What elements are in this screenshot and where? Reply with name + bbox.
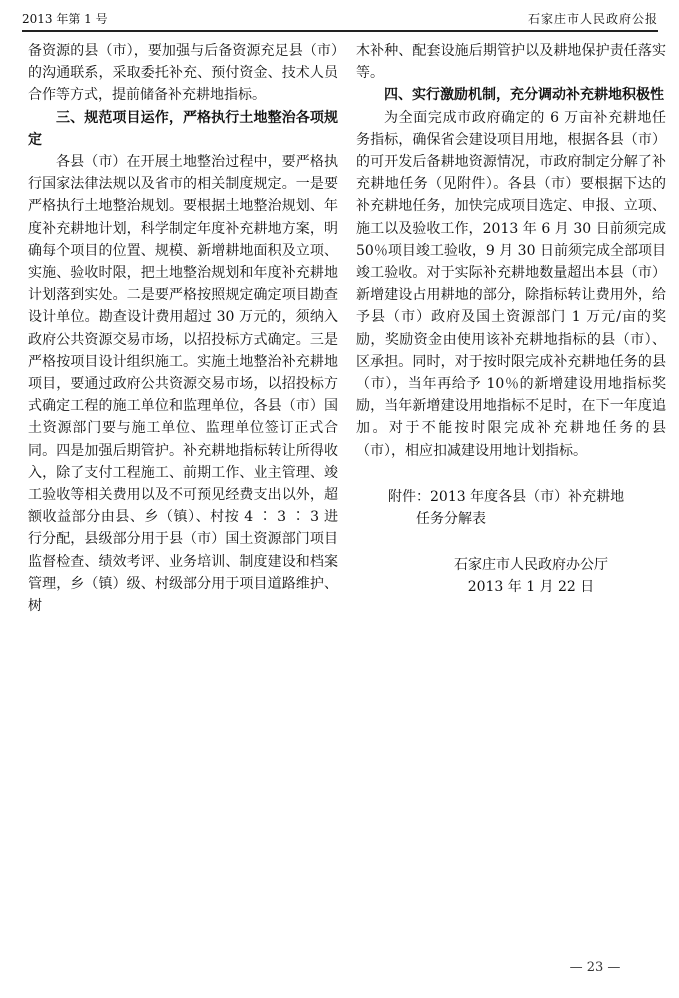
left-column — [28, 40, 338, 617]
section-heading-4: 四、实行激励机制，充分调动补充耕地积极性 — [384, 87, 664, 104]
paragraph-continuation: 木补种、配套设施后期管护以及耕地保护责任落实等。 — [356, 43, 666, 82]
right-column — [356, 40, 666, 599]
issue-date: 2013 年 1 月 22 日 — [467, 579, 595, 596]
paragraph-body: 各县（市）在开展土地整治过程中，要严格执行国家法律法规以及省市的相关制度规定。一是要严格执行土地整治规划。要根据土地整治规划、年度补充耕地计划，科学制定年度补充耕地方案，明确每个项目的位置、规模、新增耕地面积及立项、实施、验收时限，把土地整治规划和年度补充耕地计划落到实处。二是要严格按照规定确定项目勘查设计单位。勘查设计费用超过 30 万元的，须纳入政府公共资源交易市场，以招投标方式确定。三是严格按项目设计组织施工。实施土地整治补充耕地项目，要通过政府公共资源交易市场，以招投标方式确定工程的施工单位和监理单位，各县（市）国土资源部门要与施工单位、监理单位签订正式合同。四是加强后期管护。补充耕地指标转让所得收入，除了支付工程施工、前期工作、业主管理、竣工验收等相关费用以及不可预见经费支出以外，超额收益部分由县、乡（镇）、村按 4 ∶ 3 ∶ 3 进行分配，县级部分用于县（市）国土资源部门项目监督检查、绩效考评、业务培训、制度建设和档案管理，乡（镇）级、村级部分用于项目道路维护、树 — [28, 154, 338, 615]
page-number: — 23 — — [569, 960, 621, 975]
paragraph-continuation: 备资源的县（市），要加强与后备资源充足县（市）的沟通联系，采取委托补充、预付资金、技术人员合作等方式，提前储备补充耕地指标。 — [28, 43, 338, 104]
issue-label: 2013 年第 1 号 — [22, 12, 108, 26]
attachment-note — [356, 486, 666, 530]
attachment-title-line1: 2013 年度各县（市）补充耕地 — [430, 488, 625, 505]
signature-block — [356, 554, 666, 598]
attachment-title-line2: 任务分解表 — [416, 511, 486, 528]
publication-title: 石家庄市人民政府公报 — [527, 12, 658, 26]
issuing-office: 石家庄市人民政府办公厅 — [454, 557, 608, 574]
section-heading-3: 三、规范项目运作，严格执行土地整治各项规定 — [28, 109, 338, 148]
attachment-label: 附件： — [388, 488, 430, 505]
header-rule — [22, 30, 658, 32]
page-header — [22, 6, 658, 28]
paragraph-body: 为全面完成市政府确定的 6 万亩补充耕地任务指标，确保省会建设项目用地，根据各县（市）的可开发后备耕地资源情况，市政府制定分解了补充耕地任务（见附件）。各县（市）要根据下达的补充耕地任务，加快完成项目选定、申报、立项、施工以及验收工作，2013 年 6 月 30 日前须完成 50％项目竣工验收，9 月 30 日前须完成全部项目竣工验收。对于实际补充耕地数量超出本县（市）新增建设占用耕地的部分，除指标转让费用外，给予县（市）政府及国土资源部门 1 万元/亩的奖励，奖励资金由使用该补充耕地指标的县（市）、区承担。同时，对于按时限完成补充耕地任务的县（市），当年再给予 10％的新增建设用地指标奖励，当年新增建设用地指标不足时，在下一年度追加。对于不能按时限完成补充耕地任务的县（市），相应扣减建设用地计划指标。 — [356, 109, 666, 459]
